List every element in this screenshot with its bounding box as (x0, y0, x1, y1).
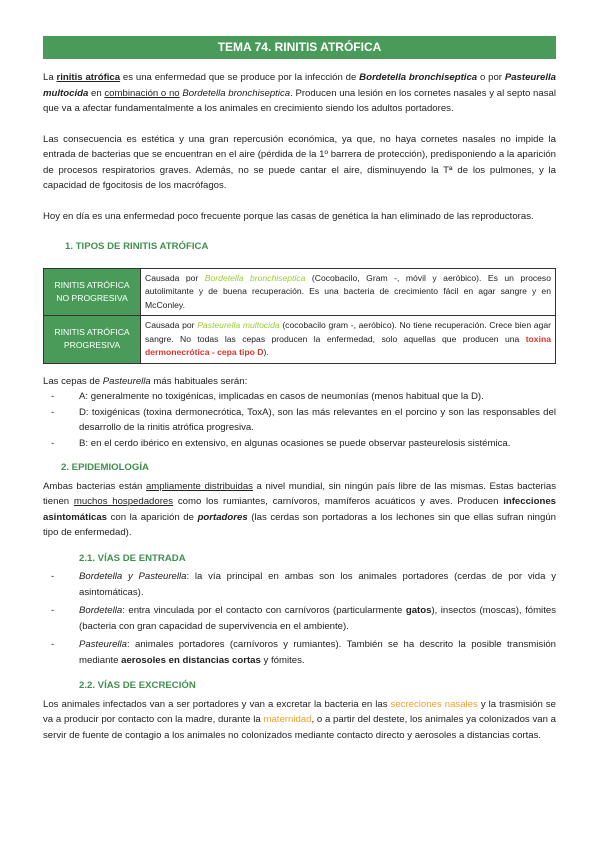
epidemiology-paragraph (43, 479, 556, 541)
text-span: y fómites. (260, 654, 305, 666)
list-item (51, 603, 556, 634)
table-row (44, 316, 556, 364)
genus-name: Bordetella y Pasteurella (79, 571, 187, 582)
intro-paragraph-3: Hoy en día es una enfermedad poco frecuente porque las casas de genética la han eliminado de las reproductoras. (43, 210, 534, 222)
genus-name: Pasteurella (102, 375, 151, 387)
text-span: (las cerdas son portadoras a los lechones sin que ellas sufran ningún tipo de enfermedad). (43, 511, 556, 538)
bold-text: infecciones asintomáticas (43, 496, 556, 523)
bacteria-name: Pasteurella multocida (197, 320, 280, 330)
section-heading-epidemiologia: 2. EPIDEMIOLOGÍA (61, 462, 149, 473)
bold-text: portadores (197, 511, 248, 523)
text-span: ), insectos (moscas), fómites (bacteria con gran capacidad de supervivencia en el ambiente). (79, 605, 556, 632)
list-item (51, 569, 556, 600)
underlined-text: combinación o no (104, 87, 180, 99)
type-description (141, 316, 556, 364)
text-span: como los rumiantes, carnívoros, mamíferos acuáticos y aves. Producen (173, 496, 504, 507)
text-span: a nivel mundial, sin ningún país libre de las mismas. Estas bacterias tienen (43, 480, 556, 507)
type-description (141, 268, 556, 316)
strains-list (51, 389, 556, 451)
text-span: : animales portadores (carnívoros y rumiantes). También se ha descrito la posible transmisión mediante (79, 639, 556, 666)
text-span: Los animales infectados van a ser portadores y van a excretar la bacteria en las (43, 698, 391, 710)
term-rinitis-atrofica: rinitis atrófica (56, 72, 121, 83)
genus-name: Bordetella (79, 605, 123, 616)
text-span: Ambas bacterias están (43, 480, 146, 492)
intro-paragraph-2: Las consecuencia es estética y una gran repercusión económica, ya que, no haya cornetes nasales no impide la entrada de bacterias que se encuentran en el aire (pérdida de la 1º barrera de protección), predisponiendo a la aparición de procesos respiratorios graves. Además, no se puede cantar el aire, disminuyendo la Tª de los pulmones, y la capacidad de fgocitosis de los macrófagos. (43, 133, 556, 191)
section-heading-vias-excrecion: 2.2. VÍAS DE EXCRECIÓN (79, 680, 196, 691)
bacteria-name: Bordetella bronchiseptica (359, 72, 478, 83)
bacteria-name: Bordetella bronchiseptica (182, 87, 291, 99)
toxin-highlight: toxina dermonecrótica - cepa tipo D (145, 333, 551, 357)
highlight-text: maternidad (263, 714, 312, 725)
type-label: RINITIS ATRÓFICA NO PROGRESIVA (44, 268, 141, 316)
text-span: : entra vinculada por el contacto con carnívoros (particularmente (122, 605, 406, 616)
text-span: Las cepas de (43, 375, 103, 387)
text-span: es una enfermedad que se produce por la infección de (120, 72, 360, 83)
list-item (51, 637, 556, 668)
list-item: - B: en el cerdo ibérico en extensivo, en algunas ocasiones se puede observar pasteurelosis sistémica. (51, 436, 556, 452)
bacteria-name: Pasteurella multocida (43, 72, 557, 99)
section-heading-vias-entrada: 2.1. VÍAS DE ENTRADA (79, 552, 186, 564)
text-span: Causada por (145, 320, 198, 330)
underlined-text: muchos hospedadores (73, 496, 174, 507)
excretion-paragraph (43, 697, 556, 744)
section-heading-tipos: 1. TIPOS DE RINITIS ATRÓFICA (65, 241, 209, 252)
text-span: , o a partir del destete, los animales ya colonizados van a servir de fuente de contagio a los animales no colonizados mediante contacto directo y aerosoles a distancias cortas. (43, 714, 557, 741)
types-table (43, 268, 556, 364)
text-span: con la aparición de (107, 511, 198, 523)
text-span: Causada por (145, 272, 205, 283)
text-span: o por (477, 72, 505, 83)
type-label: RINITIS ATRÓFICA PROGRESIVA (44, 316, 141, 364)
strains-intro (43, 374, 556, 390)
text-span: en (88, 87, 105, 99)
intro-paragraph-1 (43, 70, 556, 117)
entry-routes-list (51, 569, 556, 668)
table-row (44, 268, 556, 316)
document-title: TEMA 74. RINITIS ATRÓFICA (43, 36, 556, 59)
text-span: . Producen una lesión en los cornetes nasales y al septo nasal que va a afectar fundamentalmente a los animales en crecimiento siendo los adultos portadores. (43, 87, 556, 114)
bold-text: gatos (405, 605, 432, 616)
highlight-text: secreciones nasales (390, 698, 478, 710)
text-span: La (43, 72, 57, 83)
bacteria-name: Bordetella bronchiseptica (204, 272, 306, 283)
text-span: y la trasmisión se va a producir por contacto con la madre, durante la (43, 698, 556, 725)
list-item: - A: generalmente no toxigénicas, implicadas en casos de neumonías (menos habitual que la D). (51, 389, 556, 405)
text-span: (Cocobacilo, Gram -, móvil y aeróbico). Es un proceso autolimitante y de buena recuperación. Es una bacteria de crecimiento fácil en agar sangre y en McConley. (145, 272, 551, 310)
text-span: más habituales serán: (150, 375, 248, 387)
text-span: : la vía principal en ambas son los animales portadores (cerdas de por vida y asintomáticas). (79, 571, 557, 598)
underlined-text: ampliamente distribuidas (145, 480, 253, 492)
text-span: (cocobacilo gram -, aeróbico). No tiene recuperación. Crece bien agar sangre. No todas las cepas producen la enfermedad, solo aquellas que producen una (145, 320, 551, 344)
bold-text: aerosoles en distancias cortas (121, 654, 261, 666)
genus-name: Pasteurella (79, 639, 127, 650)
text-span: ). (263, 347, 269, 357)
list-item: - D: toxigénicas (toxina dermonecrótica, ToxA), son las más relevantes en el porcino y son las responsables del desarrollo de la rinitis atrófica progresiva. (51, 405, 556, 436)
